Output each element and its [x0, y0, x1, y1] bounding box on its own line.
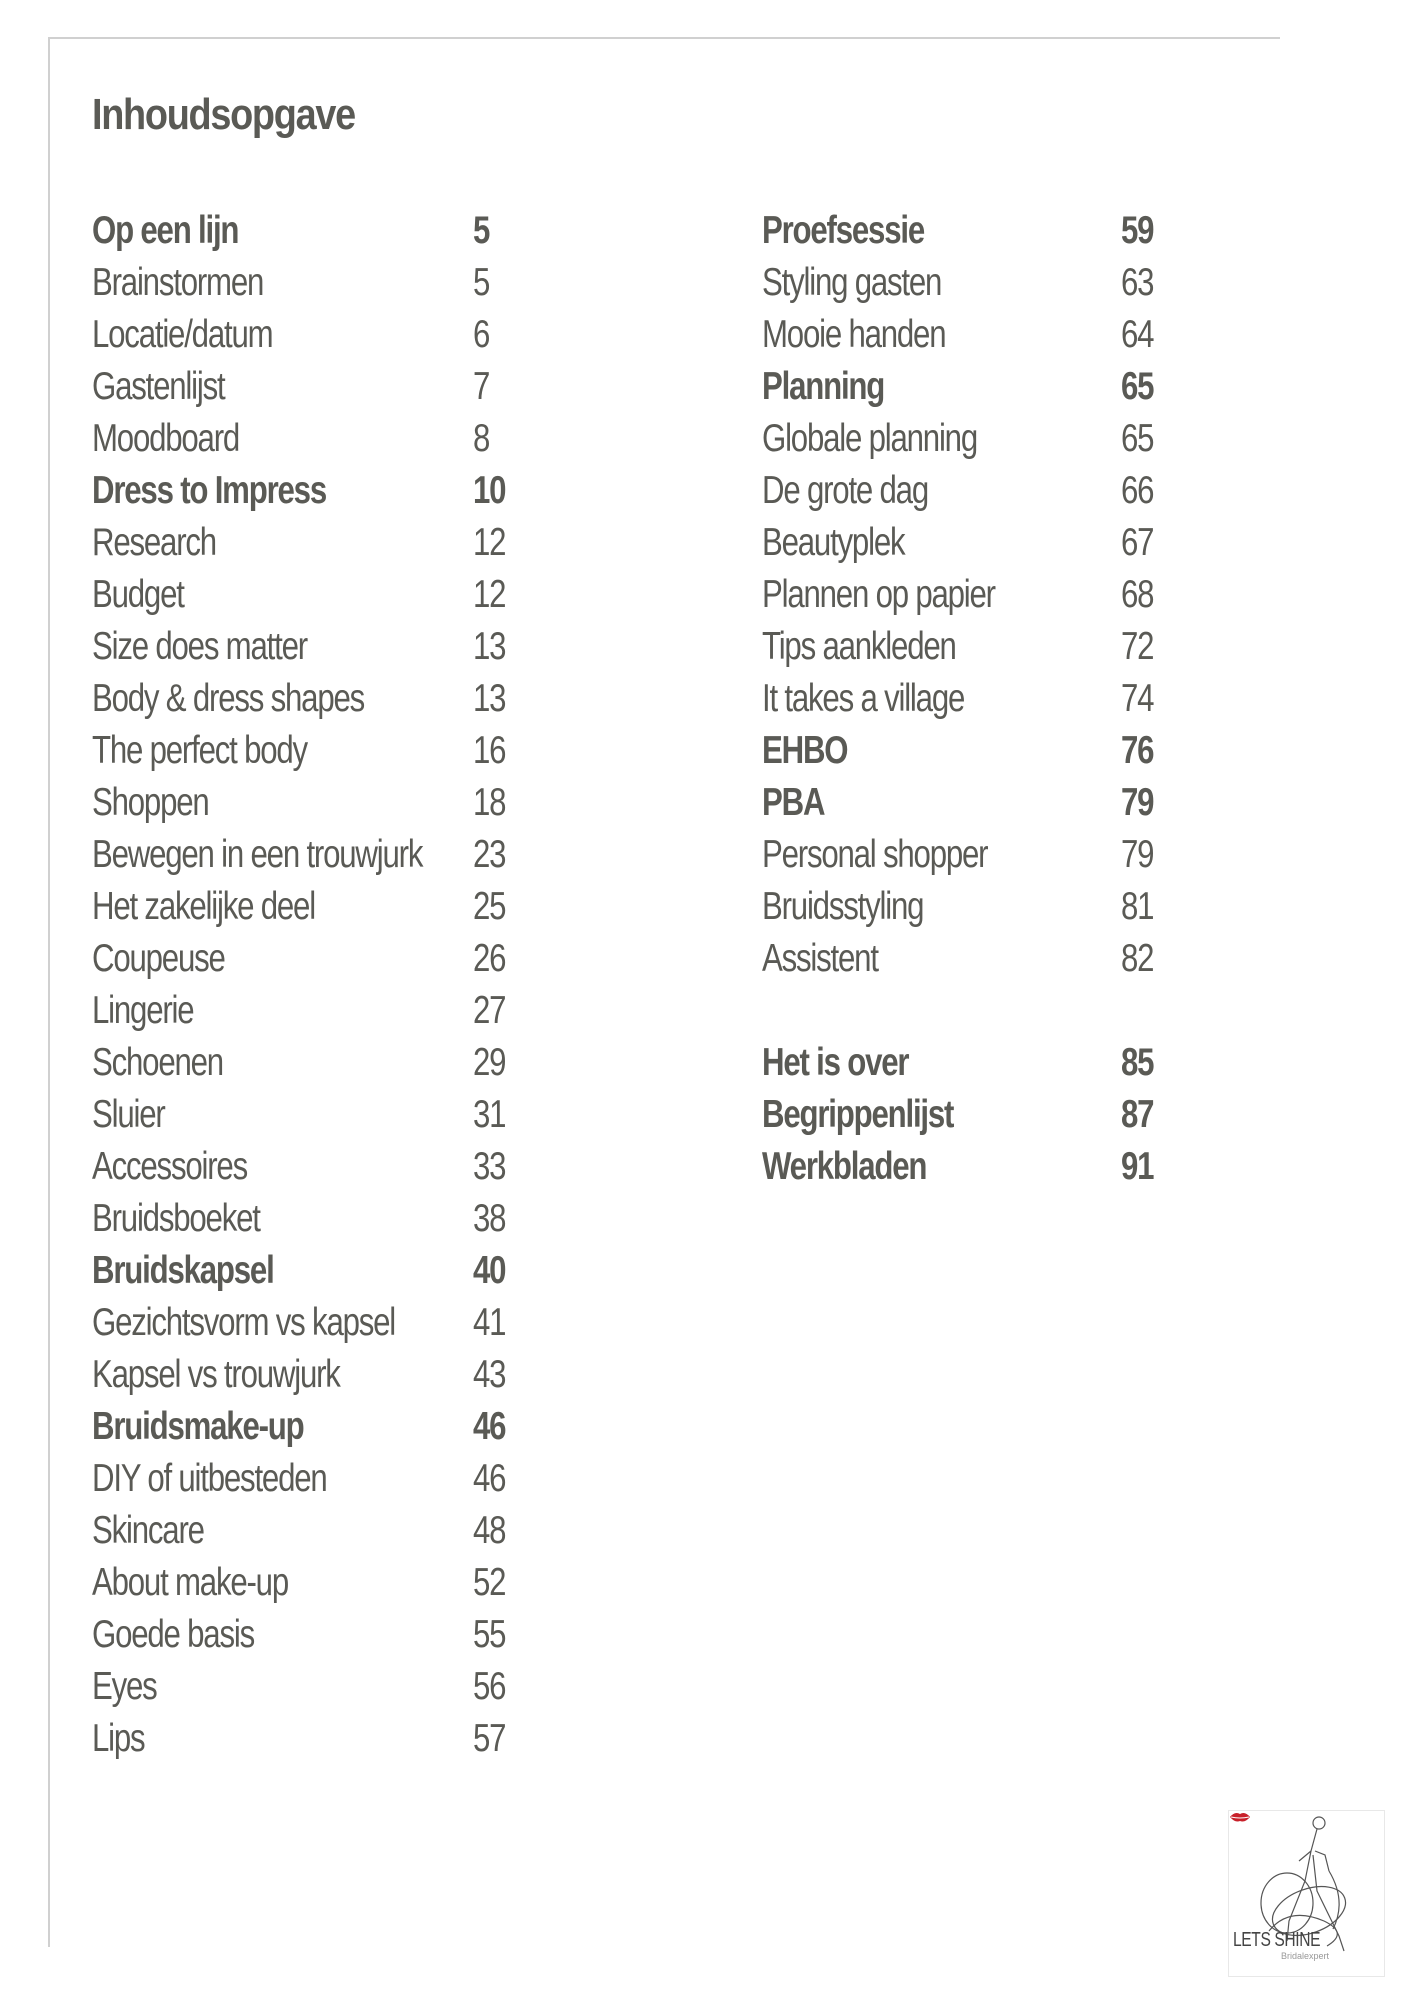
toc-section-title: PBA [762, 781, 825, 824]
toc-entry-title: It takes a village [762, 677, 965, 720]
toc-page-number: 23 [473, 833, 506, 876]
lips-icon [1229, 1811, 1251, 1823]
toc-page-number: 66 [1121, 469, 1154, 512]
toc-page-number: 40 [473, 1249, 506, 1292]
toc-entry-title: Goede basis [92, 1613, 254, 1656]
toc-entry-title: Tips aankleden [762, 625, 956, 668]
toc-entry-title: Bewegen in een trouwjurk [92, 833, 423, 876]
toc-entry-title: Moodboard [92, 417, 240, 460]
toc-entry-title: Lingerie [92, 989, 194, 1032]
toc-entry-title: Mooie handen [762, 313, 946, 356]
toc-page-number: 48 [473, 1509, 506, 1552]
toc-page-number: 72 [1121, 625, 1154, 668]
toc-page-number: 82 [1121, 937, 1154, 980]
toc-page-number: 65 [1121, 365, 1154, 408]
toc-entry-title: Skincare [92, 1509, 204, 1552]
toc-entry-title: Accessoires [92, 1145, 247, 1188]
toc-page-number: 67 [1121, 521, 1154, 564]
toc-page-number: 18 [473, 781, 506, 824]
toc-section-title: Op een lijn [92, 209, 239, 252]
toc-page-number: 5 [473, 209, 490, 252]
toc-page-number: 57 [473, 1717, 506, 1760]
toc-page-number: 13 [473, 677, 506, 720]
toc-entry-title: Locatie/datum [92, 313, 273, 356]
toc-page-number: 31 [473, 1093, 506, 1136]
toc-entry-title: Assistent [762, 937, 878, 980]
toc-entry-title: Plannen op papier [762, 573, 995, 616]
page-title: Inhoudsopgave [92, 90, 355, 139]
toc-entry-title: Shoppen [92, 781, 209, 824]
toc-entry-title: Eyes [92, 1665, 157, 1708]
toc-page-number: 13 [473, 625, 506, 668]
toc-page-number: 87 [1121, 1093, 1154, 1136]
toc-page-number: 68 [1121, 573, 1154, 616]
toc-page-number: 81 [1121, 885, 1154, 928]
toc-page-number: 25 [473, 885, 506, 928]
toc-entry-title: Kapsel vs trouwjurk [92, 1353, 340, 1396]
toc-entry-title: Personal shopper [762, 833, 988, 876]
toc-section-title: EHBO [762, 729, 848, 772]
toc-entry-title: Het zakelijke deel [92, 885, 315, 928]
toc-page-number: 63 [1121, 261, 1154, 304]
toc-entry-title: Bruidsstyling [762, 885, 924, 928]
toc-entry-title: Size does matter [92, 625, 307, 668]
toc-section-title: Bruidskapsel [92, 1249, 274, 1292]
toc-page-number: 33 [473, 1145, 506, 1188]
toc-section-title: Het is over [762, 1041, 909, 1084]
toc-section-title: Dress to Impress [92, 469, 326, 512]
toc-entry-title: Gastenlijst [92, 365, 225, 408]
toc-page-number: 26 [473, 937, 506, 980]
toc-section-title: Proefsessie [762, 209, 924, 252]
toc-entry-title: The perfect body [92, 729, 307, 772]
toc-entry-title: De grote dag [762, 469, 928, 512]
toc-entry-title: Lips [92, 1717, 145, 1760]
toc-page-number: 6 [473, 313, 490, 356]
toc-page-number: 12 [473, 521, 506, 564]
toc-page-number: 64 [1121, 313, 1154, 356]
toc-page-number: 59 [1121, 209, 1154, 252]
toc-page-number: 52 [473, 1561, 506, 1604]
toc-page-number: 46 [473, 1457, 506, 1500]
toc-entry-title: Body & dress shapes [92, 677, 365, 720]
toc-entry-title: Coupeuse [92, 937, 225, 980]
toc-page-number: 56 [473, 1665, 506, 1708]
toc-entry-title: Brainstormen [92, 261, 264, 304]
toc-entry-title: About make-up [92, 1561, 288, 1604]
toc-page-number: 74 [1121, 677, 1154, 720]
toc-page-number: 46 [473, 1405, 506, 1448]
toc-page-number: 85 [1121, 1041, 1154, 1084]
toc-page-number: 79 [1121, 781, 1154, 824]
toc-page-number: 91 [1121, 1145, 1154, 1188]
toc-page-number: 12 [473, 573, 506, 616]
page-border-top [48, 37, 1280, 39]
logo-tagline: Bridalexpert [1281, 1951, 1330, 1961]
toc-entry-title: Research [92, 521, 216, 564]
toc-entry-title: Globale planning [762, 417, 977, 460]
toc-page-number: 8 [473, 417, 490, 460]
toc-page-number: 65 [1121, 417, 1154, 460]
toc-entry-title: DIY of uitbesteden [92, 1457, 327, 1500]
toc-entry-title: Budget [92, 573, 184, 616]
toc-page-number: 7 [473, 365, 490, 408]
toc-entry-title: Bruidsboeket [92, 1197, 260, 1240]
toc-entry-title: Schoenen [92, 1041, 223, 1084]
lets-shine-logo [1228, 1810, 1385, 1977]
toc-section-title: Werkbladen [762, 1145, 927, 1188]
toc-entry-title: Sluier [92, 1093, 165, 1136]
toc-section-title: Begrippenlijst [762, 1093, 954, 1136]
toc-page-number: 55 [473, 1613, 506, 1656]
toc-page-number: 79 [1121, 833, 1154, 876]
logo-name: LETS SHINE [1233, 1929, 1321, 1951]
toc-page-number: 27 [473, 989, 506, 1032]
toc-section-title: Planning [762, 365, 885, 408]
toc-page-number: 38 [473, 1197, 506, 1240]
toc-page-number: 10 [473, 469, 506, 512]
toc-page-number: 16 [473, 729, 506, 772]
toc-page-number: 76 [1121, 729, 1154, 772]
toc-entry-title: Gezichtsvorm vs kapsel [92, 1301, 396, 1344]
toc-section-title: Bruidsmake-up [92, 1405, 304, 1448]
toc-page-number: 43 [473, 1353, 506, 1396]
toc-entry-title: Styling gasten [762, 261, 942, 304]
toc-page-number: 5 [473, 261, 490, 304]
toc-page-number: 29 [473, 1041, 506, 1084]
toc-entry-title: Beautyplek [762, 521, 905, 564]
page-border-left [48, 37, 50, 1947]
toc-page-number: 41 [473, 1301, 506, 1344]
